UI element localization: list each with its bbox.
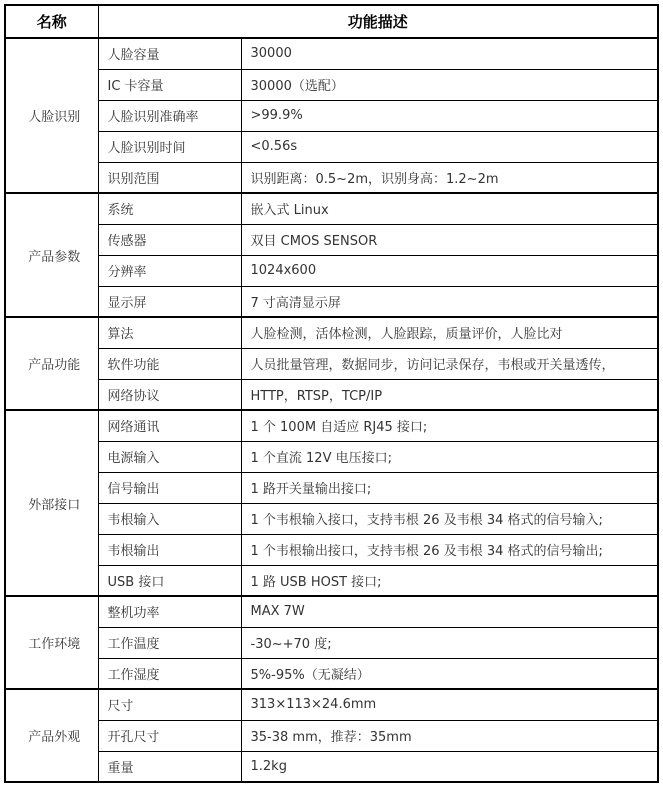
- table-row: [5, 379, 658, 410]
- table-row: [5, 689, 658, 720]
- spec-value: 30000: [241, 38, 658, 69]
- spec-value: >99.9%: [241, 100, 658, 131]
- table-row: [5, 286, 658, 317]
- spec-label: 人脸容量: [98, 38, 241, 69]
- table-row: [5, 503, 658, 534]
- table-row: [5, 162, 658, 193]
- spec-label: 软件功能: [98, 348, 241, 379]
- table-row: [5, 534, 658, 565]
- spec-value: 1 个韦根输入接口，支持韦根 26 及韦根 34 格式的信号输入;: [241, 503, 658, 534]
- spec-label: 信号输出: [98, 472, 241, 503]
- table-row: [5, 131, 658, 162]
- spec-value: MAX 7W: [241, 596, 658, 627]
- spec-label: 传感器: [98, 224, 241, 255]
- spec-label: 分辨率: [98, 255, 241, 286]
- table-row: [5, 596, 658, 627]
- table-row: [5, 224, 658, 255]
- spec-label: 韦根输出: [98, 534, 241, 565]
- spec-value: 双目 CMOS SENSOR: [241, 224, 658, 255]
- spec-value: 35-38 mm，推荐：35mm: [241, 720, 658, 751]
- spec-value: 313×113×24.6mm: [241, 689, 658, 720]
- table-row: [5, 720, 658, 751]
- spec-value: 7 寸高清显示屏: [241, 286, 658, 317]
- spec-label: 人脸识别时间: [98, 131, 241, 162]
- spec-label: 工作湿度: [98, 658, 241, 689]
- spec-value: -30~+70 度;: [241, 627, 658, 658]
- group-cell-0: 人脸识别: [5, 38, 98, 193]
- table-row: [5, 255, 658, 286]
- table-row: [5, 751, 658, 782]
- header-description-column: 功能描述: [98, 5, 658, 38]
- table-row: [5, 627, 658, 658]
- spec-label: 重量: [98, 751, 241, 782]
- spec-value: 人员批量管理，数据同步，访问记录保存，韦根或开关量透传，: [241, 348, 658, 379]
- header-name-column: 名称: [5, 5, 98, 38]
- spec-label: 电源输入: [98, 441, 241, 472]
- spec-label: 尺寸: [98, 689, 241, 720]
- spec-value: 5%-95%（无凝结）: [241, 658, 658, 689]
- group-cell-3: 外部接口: [5, 410, 98, 596]
- spec-value: 30000（选配）: [241, 69, 658, 100]
- spec-label: 工作温度: [98, 627, 241, 658]
- group-cell-1: 产品参数: [5, 193, 98, 317]
- spec-value: 嵌入式 Linux: [241, 193, 658, 224]
- table-row: [5, 658, 658, 689]
- group-cell-5: 产品外观: [5, 689, 98, 782]
- spec-label: 网络协议: [98, 379, 241, 410]
- table-row: [5, 317, 658, 348]
- spec-value: <0.56s: [241, 131, 658, 162]
- table-row: [5, 410, 658, 441]
- table-row: [5, 193, 658, 224]
- spec-value: 1.2kg: [241, 751, 658, 782]
- spec-label: 整机功率: [98, 596, 241, 627]
- table-row: [5, 348, 658, 379]
- spec-label: 识别范围: [98, 162, 241, 193]
- spec-table: [4, 4, 659, 783]
- spec-label: USB 接口: [98, 565, 241, 596]
- spec-value: 人脸检测，活体检测，人脸跟踪，质量评价，人脸比对: [241, 317, 658, 348]
- table-row: [5, 565, 658, 596]
- header-row: [5, 5, 658, 38]
- spec-value: 1 路开关量输出接口;: [241, 472, 658, 503]
- spec-label: IC 卡容量: [98, 69, 241, 100]
- spec-label: 系统: [98, 193, 241, 224]
- spec-table-body: [5, 38, 658, 782]
- spec-value: 1 个韦根输出接口，支持韦根 26 及韦根 34 格式的信号输出;: [241, 534, 658, 565]
- spec-value: 1 个 100M 自适应 RJ45 接口;: [241, 410, 658, 441]
- spec-label: 算法: [98, 317, 241, 348]
- spec-label: 人脸识别准确率: [98, 100, 241, 131]
- spec-value: HTTP，RTSP，TCP/IP: [241, 379, 658, 410]
- spec-value: 1 个直流 12V 电压接口;: [241, 441, 658, 472]
- spec-value: 识别距离：0.5~2m，识别身高：1.2~2m: [241, 162, 658, 193]
- table-row: [5, 69, 658, 100]
- spec-label: 网络通讯: [98, 410, 241, 441]
- spec-label: 开孔尺寸: [98, 720, 241, 751]
- table-row: [5, 38, 658, 69]
- table-row: [5, 441, 658, 472]
- table-row: [5, 100, 658, 131]
- spec-value: 1024x600: [241, 255, 658, 286]
- group-cell-2: 产品功能: [5, 317, 98, 410]
- group-cell-4: 工作环境: [5, 596, 98, 689]
- table-row: [5, 472, 658, 503]
- spec-label: 显示屏: [98, 286, 241, 317]
- spec-label: 韦根输入: [98, 503, 241, 534]
- spec-value: 1 路 USB HOST 接口;: [241, 565, 658, 596]
- spec-table-head: [5, 5, 658, 38]
